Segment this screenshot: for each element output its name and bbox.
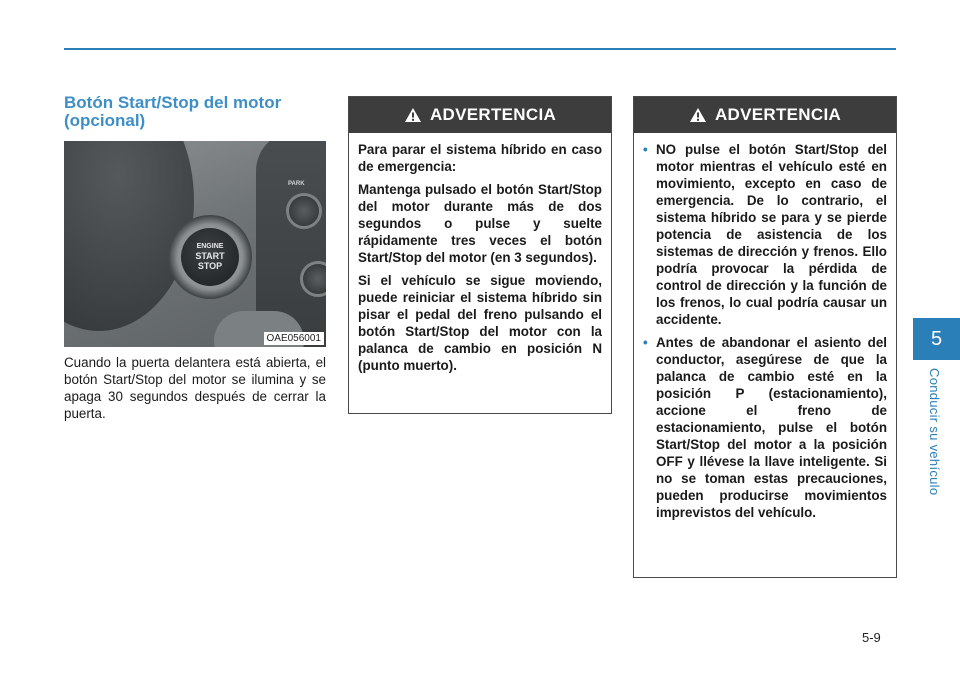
warning-title-2: ADVERTENCIA	[714, 105, 842, 124]
warning-title-1: ADVERTENCIA	[429, 105, 557, 124]
list-item-text: Antes de abandonar el asiento del conductor, asegúrese de que la palanca de cambio esté en la posición P (estacionamiento), accione el freno de estacionamiento, pulse el botón Start/Stop del motor a la posición OFF y llévese la llave inteligente. Si no se toman estas precauciones, pueden producirse movimientos imprevistos del vehículo.	[656, 335, 887, 520]
warning-1-paragraph: Si el vehículo se sigue moviendo, puede reiniciar el sistema híbrido sin pisar el pedal del freno pulsando el botón Start/Stop del motor con la palanca de cambio en posición N (punto muerto).	[358, 273, 602, 373]
button-text-start: START	[195, 251, 225, 261]
warning-box-2	[633, 96, 897, 578]
park-button-shape	[286, 193, 322, 229]
warning-2-list	[643, 141, 887, 521]
top-rule	[64, 48, 896, 50]
warning-body-1	[349, 133, 611, 374]
body-paragraph: Cuando la puerta delantera está abierta, el botón Start/Stop del motor se ilumina y se apaga 30 segundos después de cerrar la puerta.	[64, 355, 326, 421]
image-code: OAE056001	[264, 332, 325, 345]
button-text-stop: STOP	[197, 261, 223, 271]
warning-1-paragraph: Mantenga pulsado el botón Start/Stop del motor durante más de dos segundos o pulse y suelte rápidamente tres veces el botón Start/Stop del motor (en 3 segundos).	[358, 182, 602, 265]
chapter-label: Conducir su vehículo	[927, 368, 942, 496]
button-text-engine: ENGINE	[196, 243, 224, 250]
list-item	[643, 141, 887, 328]
bullet-icon: •	[643, 335, 648, 350]
warning-box-1	[348, 96, 612, 414]
warning-header-2	[634, 97, 896, 133]
chapter-tab: 5	[913, 318, 960, 360]
warning-triangle-icon	[689, 107, 707, 123]
warning-body-2	[634, 133, 896, 521]
park-label: PARK	[288, 181, 305, 187]
page-number: 5-9	[862, 630, 881, 645]
list-item	[643, 334, 887, 521]
warning-header-1	[349, 97, 611, 133]
warning-1-paragraph: Para parar el sistema híbrido en caso de emergencia:	[358, 142, 602, 174]
start-button-face	[181, 228, 239, 286]
list-item-text: NO pulse el botón Start/Stop del motor mientras el vehículo esté en movimiento, excepto en caso de emergencia. De lo contrario, el sistema híbrido se para y se pierde potencia de asistencia de los sistemas de dirección y frenos. Ello podría provocar la pérdida de control de dirección y la función de los frenos, lo cual podría causar un accidente.	[656, 142, 887, 327]
warning-triangle-icon	[404, 107, 422, 123]
bullet-icon: •	[643, 142, 648, 157]
start-stop-photo	[64, 141, 326, 347]
section-title: Botón Start/Stop del motor (opcional)	[64, 93, 282, 130]
